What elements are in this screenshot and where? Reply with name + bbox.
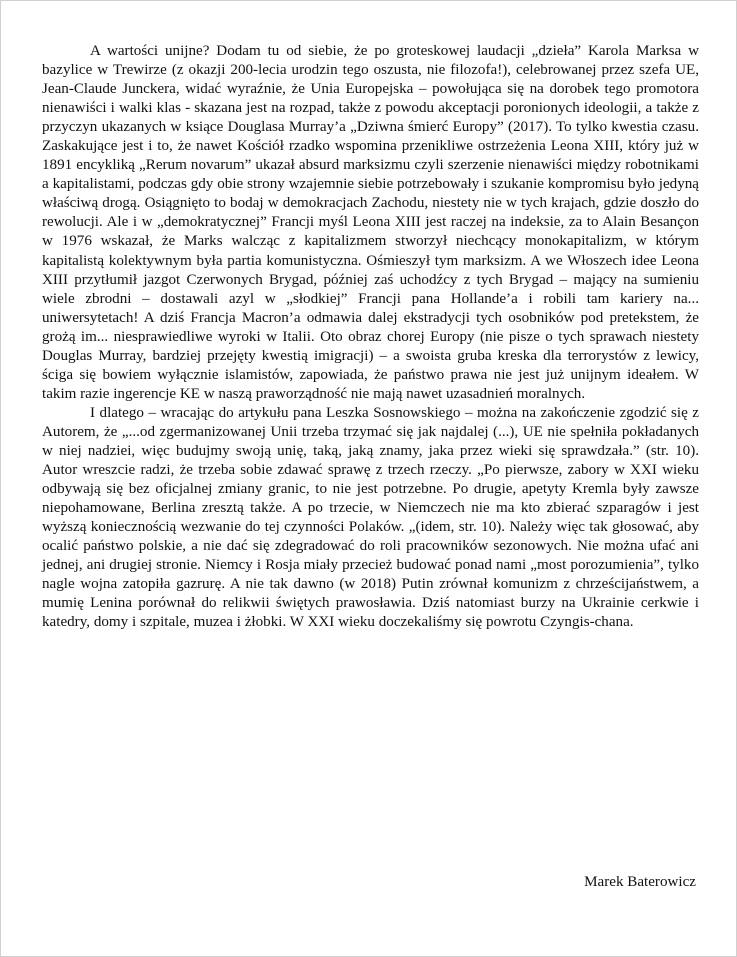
article-body	[42, 42, 699, 632]
author-signature: Marek Baterowicz	[584, 874, 696, 890]
paragraph-1: A wartości unijne? Dodam tu od siebie, że po groteskowej laudacji „dzieła” Karola Marksa w bazylice w Trewirze (z okazji 200-lecia urodzin tego oszusta, nie filozofa!), celebrowanej przez szefa UE, Jean-Claude Junckera, widać wyraźnie, że Unia Europejska – powołująca się na dorobek tego promotora nienawiści i walki klas - skazana jest na rozpad, także z powodu akceptacji poronionych ideologii, a także z przyczyn ukazanych w ksiące Douglasa Murray’a „Dziwna śmierć Europy” (2017). To tylko kwestia czasu. Zaskakujące jest i to, że nawet Kościół rzadko wspomina przenikliwe ostrzeżenia Leona XIII, który już w 1891 encykliką „Rerum novarum” ukazał absurd marksizmu czyli szerzenie nienawiści między robotnikami a kapitalistami, podczas gdy obie strony wzajemnie siebie potrzebowały i szukanie kompromisu było jedyną właściwą drogą. Osiągnięto to bodaj w demokracjach Zachodu, niestety nie w tych krajach, gdzie doszło do rewolucji. Ale i w „demokratycznej” Francji myśl Leona XIII jest raczej na indeksie, za to Alain Besançon w 1976 wskazał, że Marks walcząc z kapitalizmem stworzył niechcący monokapitalizm, w którym kapitalistą kolektywnym była partia komunistyczna. Ośmieszył tym marksizm. A we Włoszech idee Leona XIII przytłumił jazgot Czerwonych Brygad, później zaś uchodźcy z tych Brygad – mający na sumieniu wiele zbrodni – dostawali azyl w „słodkiej” Francji pana Hollande’a i robili tam kariery na... uniwersytetach! A dziś Francja Macron’a odmawia dalej ekstradycji tych osobników pod pretekstem, że grożą im... niesprawiedliwe wyroki w Italii. Oto obraz chorej Europy (nie pisze o tych sprawach niestety Douglas Murray, bardziej przejęty kwestią imigracji) – a swoista gruba kreska dla terrorystów z lewicy, ściga się bowiem wyłącznie islamistów, zapowiada, że państwo prawa nie jest już unijnym ideałem. W takim razie ingerencje KE w naszą praworządność nie mają nawet uzasadnień moralnych.	[42, 43, 699, 402]
paragraph-2: I dlatego – wracając do artykułu pana Leszka Sosnowskiego – można na zakończenie zgodzić się z Autorem, że „...od zgermanizowanej Unii trzeba trzymać się jak najdalej (...), UE nie spełniła pokładanych w niej nadziei, więc budujmy swoją unię, taką, jaką znamy, jaka przez wieki się sprawdzała.” (str. 10). Autor wreszcie radzi, że trzeba sobie zdawać sprawę z trzech rzeczy. „Po pierwsze, zabory w XXI wieku odbywają się bez oficjalnej zmiany granic, to nie jest potrzebne. Po drugie, apetyty Kremla były zawsze niepohamowane, Berlina zresztą także. A po trzecie, w Niemczech nie ma kto zbierać szparagów i jest wyższą koniecznością wezwanie do tej czynności Polaków. „(idem, str. 10). Należy więc tak głosować, aby ocalić państwo polskie, a nie dać się zdegradować do roli pracowników sezonowych. Nie można ufać ani jednej, ani drugiej stronie. Niemcy i Rosja miały przecież budować ponad nami „most porozumienia”, tylko nagle wojna zatopiła gazrurę. A nie tak dawno (w 2018) Putin zrównał komunizm z chrześcijaństwem, a mumię Lenina porównał do relikwii świętych prawosławia. Dziś natomiast burzy na Ukrainie cerkwie i katedry, domy i szpitale, muzea i żłobki. W XXI wieku doczekaliśmy się powrotu Czyngis-chana.	[42, 404, 699, 631]
